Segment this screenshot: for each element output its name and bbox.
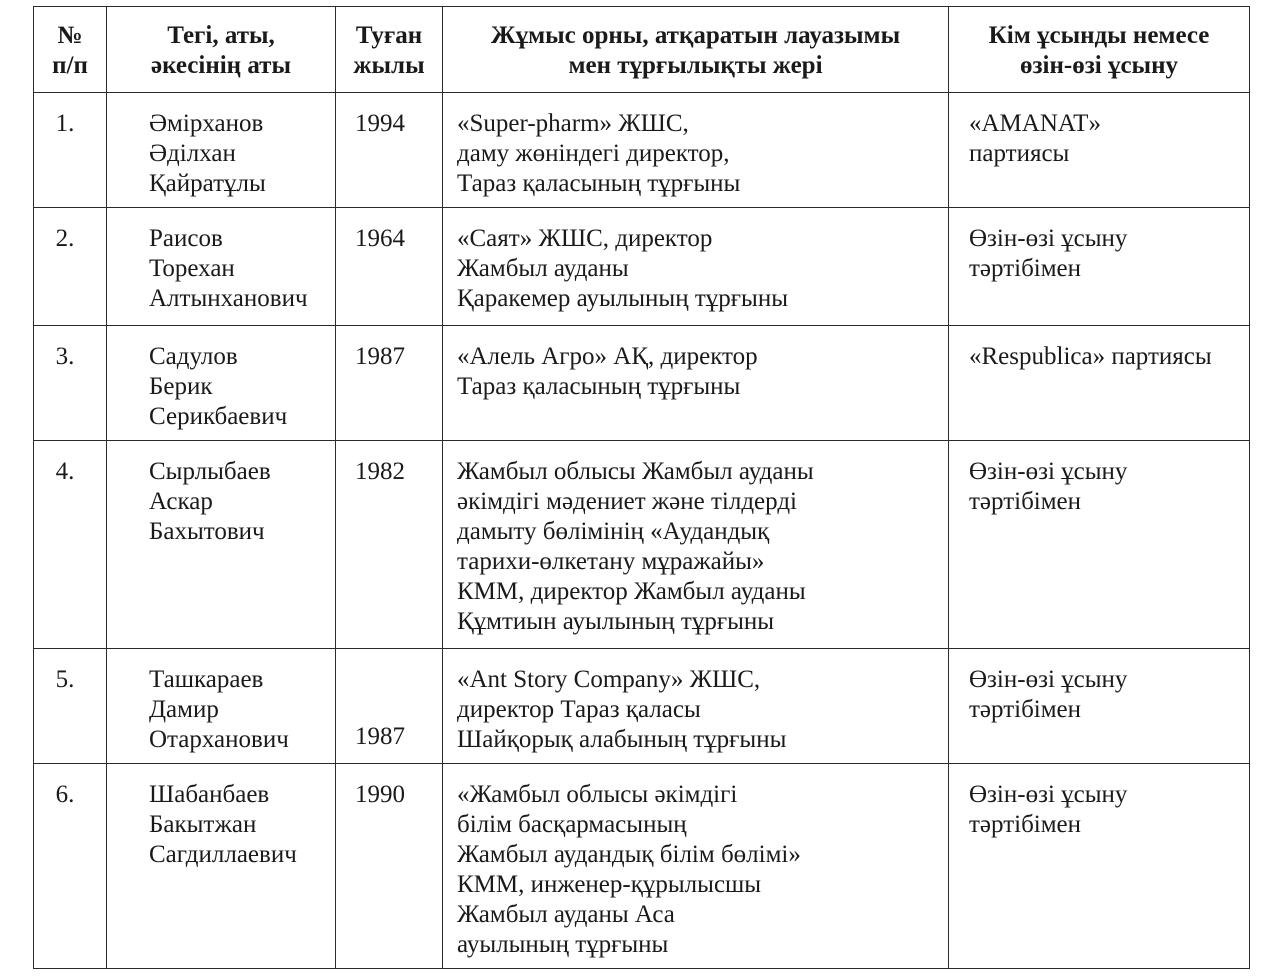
- birth-year: 1990: [336, 764, 443, 969]
- workplace: «Саят» ЖШС, директор Жамбыл ауданы Қаракемер ауылының тұрғыны: [443, 208, 949, 326]
- candidate-name: Раисов Торехан Алтынханович: [107, 208, 336, 326]
- candidate-name: Ташкараев Дамир Отарханович: [107, 649, 336, 764]
- header-nominated-by: Кім ұсынды немесе өзін-өзі ұсыну: [949, 7, 1250, 93]
- header-number: № п/п: [34, 7, 107, 93]
- candidate-name: Сырлыбаев Аскар Бахытович: [107, 441, 336, 649]
- nominated-by: Өзін-өзі ұсыну тәртібімен: [949, 208, 1250, 326]
- candidates-document: [33, 6, 1249, 969]
- row-number: 5.: [34, 649, 107, 764]
- table-header-row: [34, 7, 1250, 93]
- nominated-by: Өзін-өзі ұсыну тәртібімен: [949, 764, 1250, 969]
- table-row: [34, 764, 1250, 969]
- birth-year: 1982: [336, 441, 443, 649]
- nominated-by: Өзін-өзі ұсыну тәртібімен: [949, 441, 1250, 649]
- candidate-name: Әмірханов Әділхан Қайратұлы: [107, 93, 336, 208]
- workplace: «Super-pharm» ЖШС, даму жөніндегі директор, Тараз қаласының тұрғыны: [443, 93, 949, 208]
- header-workplace: Жұмыс орны, атқаратын лауазымы мен тұрғылықты жері: [443, 7, 949, 93]
- workplace: «Жамбыл облысы әкімдігі білім басқармасының Жамбыл аудандық білім бөлімі» КММ, инженер-құрылысшы Жамбыл ауданы Аса ауылының тұрғыны: [443, 764, 949, 969]
- row-number: 3.: [34, 326, 107, 441]
- birth-year: 1987: [336, 649, 443, 764]
- workplace: «Алель Агро» АҚ, директор Тараз қаласының тұрғыны: [443, 326, 949, 441]
- row-number: 1.: [34, 93, 107, 208]
- workplace: Жамбыл облысы Жамбыл ауданы әкімдігі мәдениет және тілдерді дамыту бөлімінің «Аудандық тарихи-өлкетану мұражайы» КММ, директор Жамбыл ауданы Құмтиын ауылының тұрғыны: [443, 441, 949, 649]
- table-row: [34, 93, 1250, 208]
- table-row: [34, 649, 1250, 764]
- nominated-by: «Respublica» партиясы: [949, 326, 1250, 441]
- nominated-by: Өзін-өзі ұсыну тәртібімен: [949, 649, 1250, 764]
- birth-year: 1987: [336, 326, 443, 441]
- table-row: [34, 326, 1250, 441]
- candidates-table: [33, 6, 1250, 969]
- birth-year: 1994: [336, 93, 443, 208]
- workplace: «Ant Story Company» ЖШС, директор Тараз қаласы Шайқорық алабының тұрғыны: [443, 649, 949, 764]
- nominated-by: «AMANAT» партиясы: [949, 93, 1250, 208]
- header-full-name: Тегі, аты, әкесінің аты: [107, 7, 336, 93]
- row-number: 6.: [34, 764, 107, 969]
- row-number: 2.: [34, 208, 107, 326]
- birth-year: 1964: [336, 208, 443, 326]
- candidate-name: Шабанбаев Бакытжан Сагдиллаевич: [107, 764, 336, 969]
- table-row: [34, 441, 1250, 649]
- candidate-name: Садулов Берик Серикбаевич: [107, 326, 336, 441]
- table-row: [34, 208, 1250, 326]
- row-number: 4.: [34, 441, 107, 649]
- header-birth-year: Туған жылы: [336, 7, 443, 93]
